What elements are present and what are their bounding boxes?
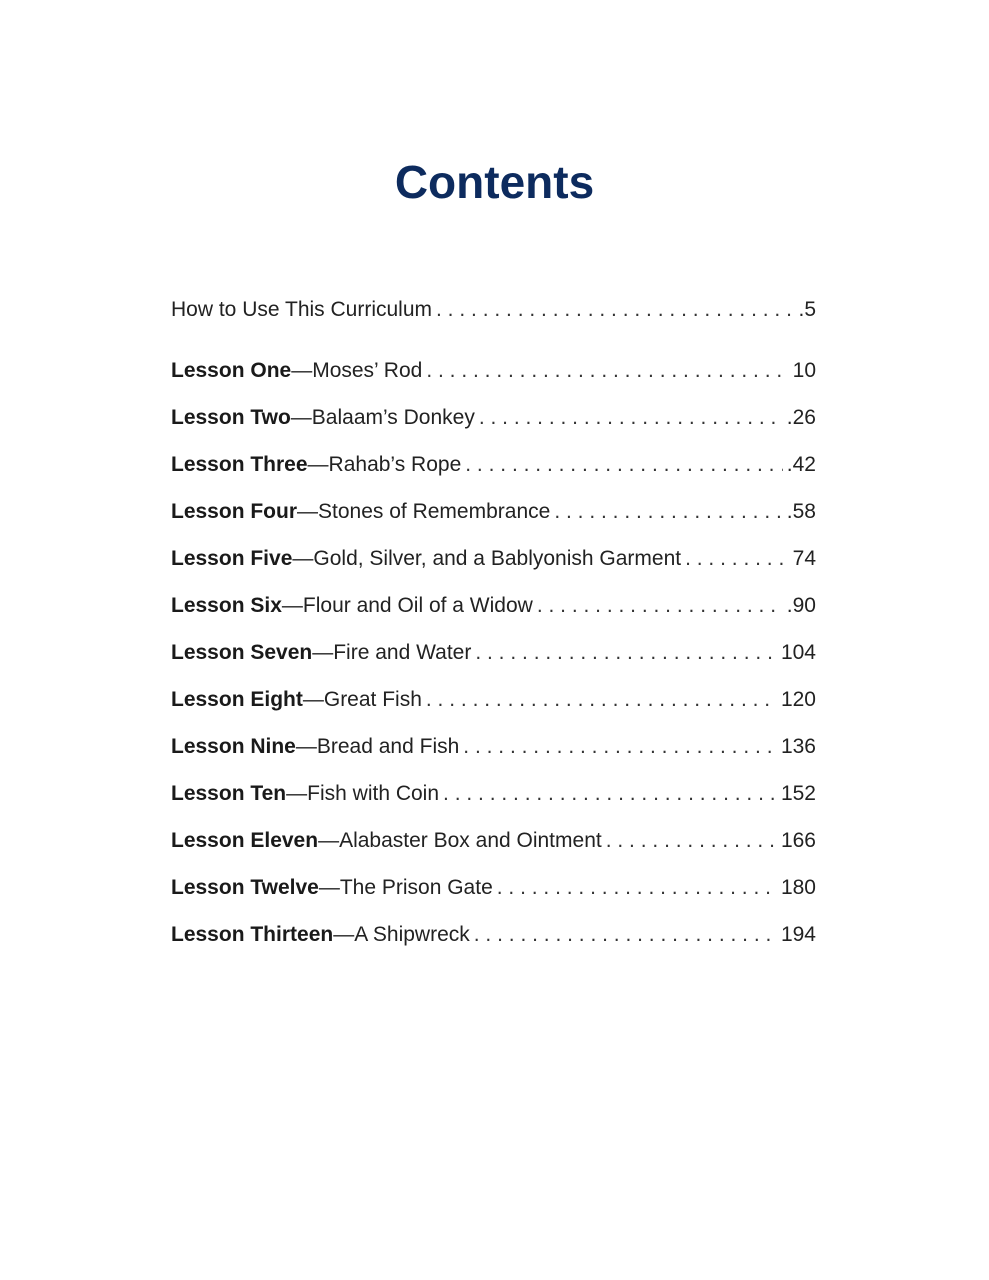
table-of-contents (171, 294, 816, 966)
lesson-topic: —Bread and Fish (295, 735, 460, 758)
lesson-name: Lesson Thirteen (171, 923, 334, 946)
toc-entry-label (171, 872, 497, 904)
toc-entry-label (171, 355, 426, 387)
toc-page-number: 180 (777, 872, 816, 904)
toc-entry-label: How to Use This Curriculum (171, 294, 436, 326)
toc-page-number: .58 (783, 496, 816, 528)
lesson-name: Lesson Eight (171, 688, 303, 711)
lesson-name: Lesson Eleven (171, 829, 319, 852)
toc-entry-lesson[interactable] (171, 543, 816, 575)
toc-entry-label (171, 496, 554, 528)
toc-page-number: 104 (777, 637, 816, 669)
toc-entry-lesson[interactable] (171, 825, 816, 857)
lesson-name: Lesson Five (171, 547, 293, 570)
dot-leader (537, 590, 783, 622)
toc-entry-lesson[interactable] (171, 778, 816, 810)
toc-page-number: .90 (783, 590, 816, 622)
toc-entry-intro[interactable] (171, 294, 816, 326)
page-title: Contents (394, 156, 595, 208)
lesson-topic: —Stones of Remembrance (297, 500, 551, 523)
toc-entry-lesson[interactable] (171, 402, 816, 434)
toc-page-number: 166 (777, 825, 816, 857)
toc-page-number: 152 (777, 778, 816, 810)
toc-entry-lesson[interactable] (171, 496, 816, 528)
dot-leader (497, 872, 777, 904)
toc-page-number: 136 (777, 731, 816, 763)
lesson-name: Lesson Twelve (171, 876, 319, 899)
toc-page-number: .26 (783, 402, 816, 434)
toc-page-number: 74 (789, 543, 816, 575)
dot-leader (554, 496, 782, 528)
toc-entry-lesson[interactable] (171, 731, 816, 763)
toc-entry-lesson[interactable] (171, 590, 816, 622)
toc-entry-label (171, 919, 474, 951)
lesson-topic: —Flour and Oil of a Widow (281, 594, 533, 617)
lesson-name: Lesson Three (171, 453, 308, 476)
lesson-topic: —Fish with Coin (286, 782, 440, 805)
lesson-name: Lesson Four (171, 500, 298, 523)
lesson-topic: —Balaam’s Donkey (290, 406, 475, 429)
toc-entry-label (171, 543, 685, 575)
lesson-name: Lesson Two (171, 406, 291, 429)
toc-entry-label (171, 731, 463, 763)
toc-entry-label (171, 637, 475, 669)
lesson-name: Lesson Six (171, 594, 282, 617)
toc-entry-lesson[interactable] (171, 355, 816, 387)
toc-entry-label (171, 778, 443, 810)
toc-entry-label (171, 825, 606, 857)
lesson-topic: —Gold, Silver, and a Bablyonish Garment (292, 547, 682, 570)
lesson-topic: —Fire and Water (312, 641, 472, 664)
dot-leader (685, 543, 789, 575)
lesson-name: Lesson One (171, 359, 292, 382)
toc-entry-lesson[interactable] (171, 919, 816, 951)
dot-leader (426, 684, 777, 716)
dot-leader (426, 355, 788, 387)
lesson-topic: —Alabaster Box and Ointment (318, 829, 602, 852)
dot-leader (443, 778, 777, 810)
dot-leader (475, 637, 777, 669)
lesson-topic: —The Prison Gate (318, 876, 493, 899)
dot-leader (436, 294, 794, 326)
dot-leader (465, 449, 783, 481)
toc-page-number: .42 (783, 449, 816, 481)
toc-entry-lesson[interactable] (171, 449, 816, 481)
toc-page-number: 194 (777, 919, 816, 951)
dot-leader (479, 402, 783, 434)
lesson-name: Lesson Ten (171, 782, 287, 805)
lesson-list (171, 355, 816, 951)
lesson-topic: —Moses’ Rod (291, 359, 423, 382)
toc-entry-label (171, 684, 426, 716)
lesson-name: Lesson Seven (171, 641, 313, 664)
lesson-topic: —A Shipwreck (333, 923, 470, 946)
toc-entry-label (171, 449, 465, 481)
toc-entry-label (171, 590, 537, 622)
lesson-topic: —Rahab’s Rope (307, 453, 462, 476)
toc-page-number: 10 (789, 355, 816, 387)
dot-leader (606, 825, 777, 857)
toc-entry-label (171, 402, 479, 434)
lesson-topic: —Great Fish (302, 688, 422, 711)
lesson-name: Lesson Nine (171, 735, 296, 758)
toc-entry-lesson[interactable] (171, 872, 816, 904)
dot-leader (474, 919, 777, 951)
toc-entry-lesson[interactable] (171, 684, 816, 716)
toc-entry-lesson[interactable] (171, 637, 816, 669)
toc-page-number: 120 (777, 684, 816, 716)
toc-page-number: .5 (794, 294, 816, 326)
dot-leader (463, 731, 777, 763)
